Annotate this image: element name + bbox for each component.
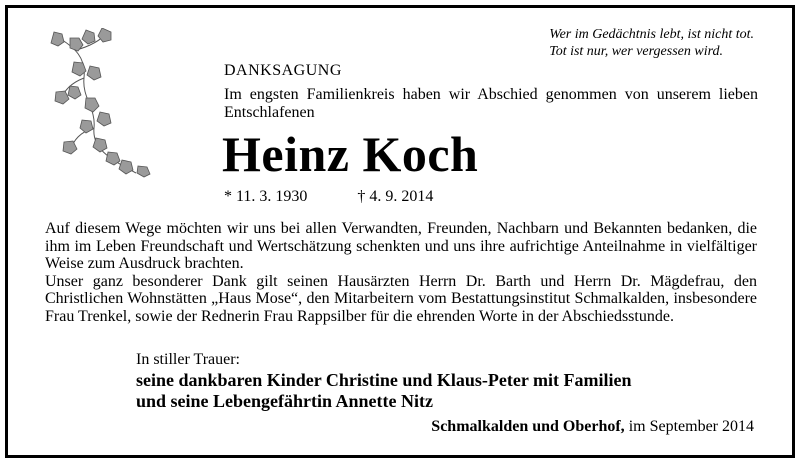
thanks-paragraph-1: Auf diesem Wege möchten wir uns bei allen Verwandten, Freunden, Nachbarn und Bekannten bedanken, die ihm im Leben Freundschaft und Wertschätzung schenkten und uns ihre aufrichtige Anteilnahme in vielfältiger Weise zum Ausdruck brachten. xyxy=(45,220,757,272)
mourners xyxy=(136,370,632,412)
thanks-body xyxy=(45,220,757,325)
thanks-paragraph-2: Unser ganz besonderer Dank gilt seinen Hausärzten Herrn Dr. Barth und Herrn Dr. Mägdefrau, den Christlichen Wohnstätten „Haus Mose“, den Mitarbeitern vom Bestattungsinstitut Schmalkalden, insbesondere Frau Trenkel, sowie der Rednerin Frau Rappsilber für die ehrenden Worte in der Abschiedsstunde. xyxy=(45,272,757,325)
deceased-name: Heinz Koch xyxy=(222,126,479,182)
life-dates xyxy=(224,188,433,206)
ivy-vine-icon xyxy=(46,28,166,178)
heading-danksagung: DANKSAGUNG xyxy=(224,62,342,79)
death-date: † 4. 9. 2014 xyxy=(357,188,434,205)
signoff-place: Schmalkalden und Oberhof, xyxy=(431,418,625,435)
obituary-card xyxy=(5,5,795,458)
signoff xyxy=(431,418,754,436)
memorial-quote xyxy=(549,26,754,60)
mourning-label: In stiller Trauer: xyxy=(136,351,240,368)
quote-line-2: Tot ist nur, wer vergessen wird. xyxy=(549,44,724,59)
mourners-line-2: und seine Lebengefährtin Annette Nitz xyxy=(136,391,433,411)
intro-text: Im engsten Familienkreis haben wir Abschied genommen von unserem lieben Entschlafenen xyxy=(224,86,758,121)
birth-date: * 11. 3. 1930 xyxy=(224,188,308,205)
mourners-line-1: seine dankbaren Kinder Christine und Klaus-Peter mit Familien xyxy=(136,370,632,390)
signoff-date: im September 2014 xyxy=(628,418,754,435)
quote-line-1: Wer im Gedächtnis lebt, ist nicht tot. xyxy=(549,27,754,42)
